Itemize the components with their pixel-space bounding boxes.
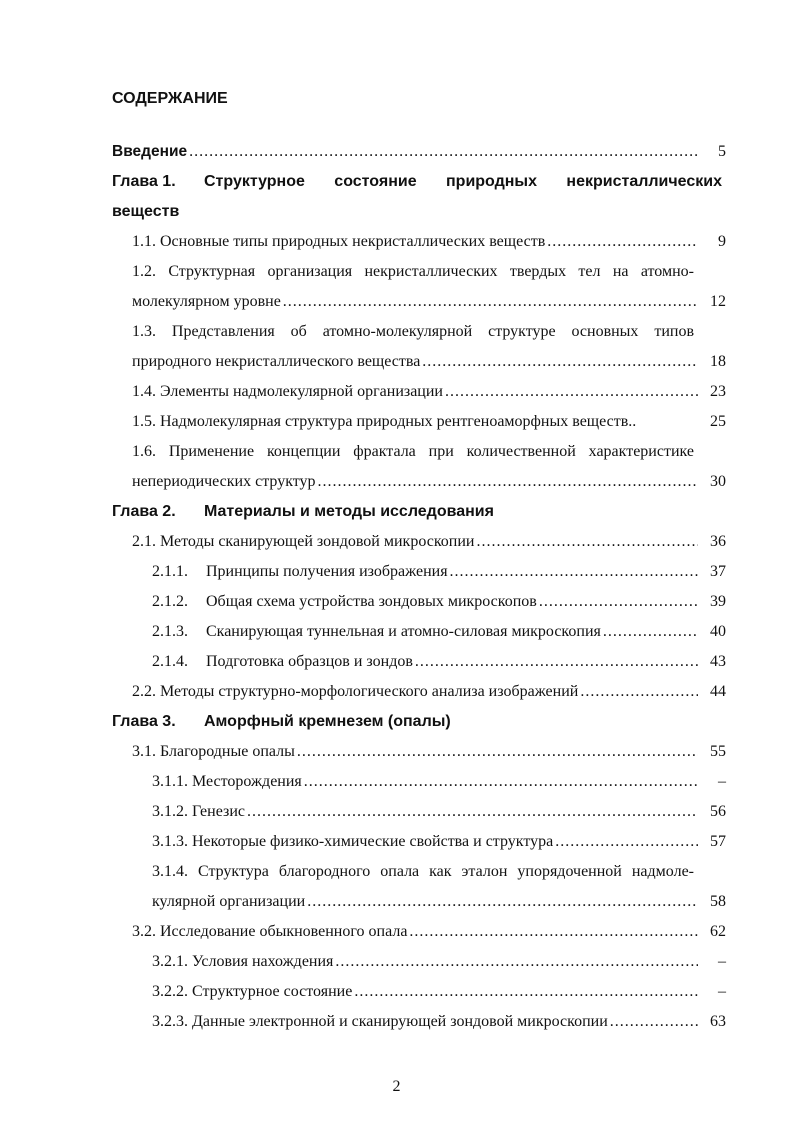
toc-page-number: 44 bbox=[710, 683, 726, 700]
toc-entry bbox=[206, 560, 698, 584]
toc-entry-title: 1.4. Элементы надмолекулярной организации bbox=[132, 383, 443, 400]
toc-entry-title: 3.2.3. Данные электронной и сканирующей зондовой микроскопии bbox=[152, 1013, 608, 1030]
toc-entry bbox=[206, 650, 698, 674]
chapter-title: Структурное состояние природных некристаллических bbox=[204, 173, 722, 190]
toc-entry-title: 3.2.1. Условия нахождения bbox=[152, 953, 334, 970]
toc-entry bbox=[132, 230, 698, 254]
toc-entry bbox=[152, 890, 698, 914]
toc-entry-title: 3.2. Исследование обыкновенного опала bbox=[132, 923, 408, 940]
chapter-label: Глава 3. bbox=[112, 713, 176, 730]
toc-entry bbox=[206, 590, 698, 614]
chapter-2-heading bbox=[112, 500, 494, 524]
chapter-3-heading bbox=[112, 710, 451, 734]
toc-page-number: 43 bbox=[710, 653, 726, 670]
toc-page-number: 25 bbox=[710, 413, 726, 430]
toc-page-number: 36 bbox=[710, 533, 726, 550]
toc-page-number: 12 bbox=[710, 293, 726, 310]
toc-entry-title: 3.1.4. Структура благородного опала как эталон упорядоченной надмоле- bbox=[152, 863, 694, 880]
toc-page-number: 23 bbox=[710, 383, 726, 400]
toc-entry-number: 2.1.1. bbox=[152, 563, 188, 580]
toc-entry bbox=[152, 800, 698, 824]
toc-page-number: 56 bbox=[710, 803, 726, 820]
toc-entry-title: 3.1.3. Некоторые физико-химические свойства и структура bbox=[152, 833, 554, 850]
toc-entry bbox=[132, 290, 698, 314]
toc-entry-number: 2.1.3. bbox=[152, 623, 188, 640]
toc-entry-title: 1.3. Представления об атомно-молекулярной структуре основных типов bbox=[132, 323, 694, 340]
toc-entry bbox=[152, 1010, 698, 1034]
toc-entry-title: Принципы получения изображения bbox=[206, 563, 448, 580]
toc-entry-title: непериодических структур bbox=[132, 473, 316, 490]
toc-entry-title: 1.5. Надмолекулярная структура природных рентгеноаморфных веществ.. bbox=[132, 413, 637, 430]
toc-page-number: 39 bbox=[710, 593, 726, 610]
toc-entry-title: 3.1.1. Месторождения bbox=[152, 773, 302, 790]
chapter-1-heading bbox=[112, 170, 722, 194]
toc-entry-title: 2.2. Методы структурно-морфологического анализа изображений bbox=[132, 683, 579, 700]
toc-entry bbox=[132, 530, 698, 554]
toc-entry-title: Введение bbox=[112, 143, 188, 160]
chapter-title: Материалы и методы исследования bbox=[204, 503, 494, 520]
toc-heading: СОДЕРЖАНИЕ bbox=[112, 90, 228, 107]
toc-entry bbox=[132, 380, 698, 404]
toc-entry-title: природного некристаллического вещества bbox=[132, 353, 421, 370]
toc-entry-title: кулярной организации bbox=[152, 893, 306, 910]
toc-entry-title: Сканирующая туннельная и атомно-силовая микроскопия bbox=[206, 623, 601, 640]
toc-entry-title: Подготовка образцов и зондов bbox=[206, 653, 413, 670]
toc-entry-title: 3.1.2. Генезис bbox=[152, 803, 245, 820]
toc-entry bbox=[132, 920, 698, 944]
toc-entry-number: 2.1.4. bbox=[152, 653, 188, 670]
toc-entry-title: 3.2.2. Структурное состояние bbox=[152, 983, 353, 1000]
chapter-title: Аморфный кремнезем (опалы) bbox=[204, 713, 451, 730]
toc-entry-intro bbox=[112, 140, 698, 164]
toc-page-number: 18 bbox=[710, 353, 726, 370]
toc-entry bbox=[206, 620, 698, 644]
toc-page-number: – bbox=[718, 953, 726, 970]
toc-page-number: 30 bbox=[710, 473, 726, 490]
toc-entry bbox=[132, 740, 698, 764]
toc-entry-title: 1.2. Структурная организация некристаллических твердых тел на атомно- bbox=[132, 263, 694, 280]
toc-page-number: 40 bbox=[710, 623, 726, 640]
toc-entry bbox=[132, 470, 698, 494]
toc-entry-title: 3.1. Благородные опалы bbox=[132, 743, 295, 760]
toc-entry bbox=[132, 680, 698, 704]
toc-entry bbox=[132, 350, 698, 374]
toc-entry bbox=[152, 950, 698, 974]
toc-entry bbox=[152, 770, 698, 794]
toc-page-number: 62 bbox=[710, 923, 726, 940]
toc-entry bbox=[152, 830, 698, 854]
toc-entry-title: молекулярном уровне bbox=[132, 293, 281, 310]
toc-entry-title: 1.1. Основные типы природных некристаллических веществ bbox=[132, 233, 546, 250]
chapter-label: Глава 2. bbox=[112, 503, 176, 520]
toc-page-number: 9 bbox=[718, 233, 726, 250]
toc-entry-title: 2.1. Методы сканирующей зондовой микроскопии bbox=[132, 533, 475, 550]
toc-entry-number: 2.1.2. bbox=[152, 593, 188, 610]
chapter-1-heading-cont: веществ bbox=[112, 203, 180, 220]
chapter-label: Глава 1. bbox=[112, 173, 176, 190]
toc-page-number: 58 bbox=[710, 893, 726, 910]
toc-page-number: 57 bbox=[710, 833, 726, 850]
toc-page-number: 5 bbox=[718, 143, 726, 160]
toc-entry-title: 1.6. Применение концепции фрактала при количественной характеристике bbox=[132, 443, 694, 460]
toc-page-number: 63 bbox=[710, 1013, 726, 1030]
page-footer-number: 2 bbox=[392, 1078, 401, 1095]
toc-page-number: 37 bbox=[710, 563, 726, 580]
toc-page-number: – bbox=[718, 983, 726, 1000]
toc-entry bbox=[152, 980, 698, 1004]
toc-page-number: – bbox=[718, 773, 726, 790]
toc-entry-title: Общая схема устройства зондовых микроскопов bbox=[206, 593, 537, 610]
toc-page-number: 55 bbox=[710, 743, 726, 760]
